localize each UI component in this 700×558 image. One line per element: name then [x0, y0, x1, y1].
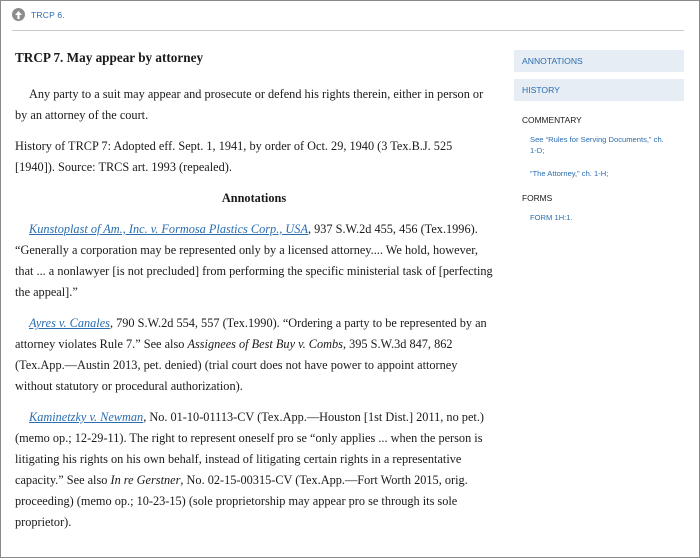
annotation-text: , 395 S.W.3d 847, 862 (Tex.App.—Austin 2013, pet. denied) (trial court does not have power to appoint attorney without statutory or procedural authorization).: [15, 337, 458, 393]
cited-case: In re Gerstner: [110, 473, 181, 487]
previous-rule-label: TRCP 6.: [31, 9, 65, 20]
sidebar: [514, 50, 684, 223]
commentary-link[interactable]: See “Rules for Serving Documents,” ch. 1-D;: [530, 135, 664, 155]
rule-content: [15, 48, 493, 543]
case-link[interactable]: Kaminetzky v. Newman: [29, 410, 144, 424]
form-link[interactable]: FORM 1H:1.: [530, 213, 573, 222]
case-link[interactable]: Kunstoplast of Am., Inc. v. Formosa Plastics Corp., USA: [29, 222, 308, 236]
annotation-item: [15, 219, 493, 303]
cited-case: Assignees of Best Buy v. Combs: [187, 337, 343, 351]
annotation-text: , 790 S.W.2d 554, 557 (Tex.1990). “Ordering a party to be represented by an attorney violates Rule 7.” See also: [15, 316, 487, 351]
annotation-text: , No. 02-15-00315-CV (Tex.App.—Fort Worth 2015, orig. proceeding) (memo op.; 10-23-15) (sole proprietorship may appear pro se through its sole proprietor).: [15, 473, 468, 529]
page-title: TRCP 7. May appear by attorney: [15, 50, 204, 65]
annotations-tab[interactable]: ANNOTATIONS: [514, 50, 684, 72]
commentary-heading: COMMENTARY: [522, 115, 582, 125]
history-tab[interactable]: HISTORY: [514, 79, 684, 101]
forms-heading: FORMS: [522, 193, 553, 203]
annotation-item: [15, 407, 493, 533]
commentary-link[interactable]: “The Attorney,” ch. 1-H;: [530, 169, 609, 178]
rule-text: Any party to a suit may appear and prosecute or defend his rights therein, either in person or by an attorney of the court.: [15, 87, 484, 122]
history-text: History of TRCP 7: Adopted eff. Sept. 1, 1941, by order of Oct. 29, 1940 (3 Tex.B.J. 525 [1940]). Source: TRCS art. 1993 (repealed).: [15, 139, 453, 174]
previous-rule-link[interactable]: [12, 8, 684, 21]
annotations-heading: Annotations: [221, 191, 287, 205]
annotation-item: [15, 313, 493, 397]
top-navigation: [12, 8, 684, 31]
arrow-up-icon: [12, 8, 25, 21]
annotation-text: , No. 01-10-01113-CV (Tex.App.—Houston [1st Dist.] 2011, no pet.) (memo op.; 12-29-11). The right to represent oneself pro se “only applies ... when the person is litigating his rights on his own behalf, instead of litigating certain rights in a representative capacity.” See also: [15, 410, 484, 487]
annotation-text: , 937 S.W.2d 455, 456 (Tex.1996). “Generally a corporation may be represented only by a licensed attorney.... We hold, however, that ... a nonlawyer [is not precluded] from performing the specific ministerial task of [perfecting the appeal].”: [15, 222, 493, 299]
case-link[interactable]: Ayres v. Canales: [29, 316, 110, 330]
